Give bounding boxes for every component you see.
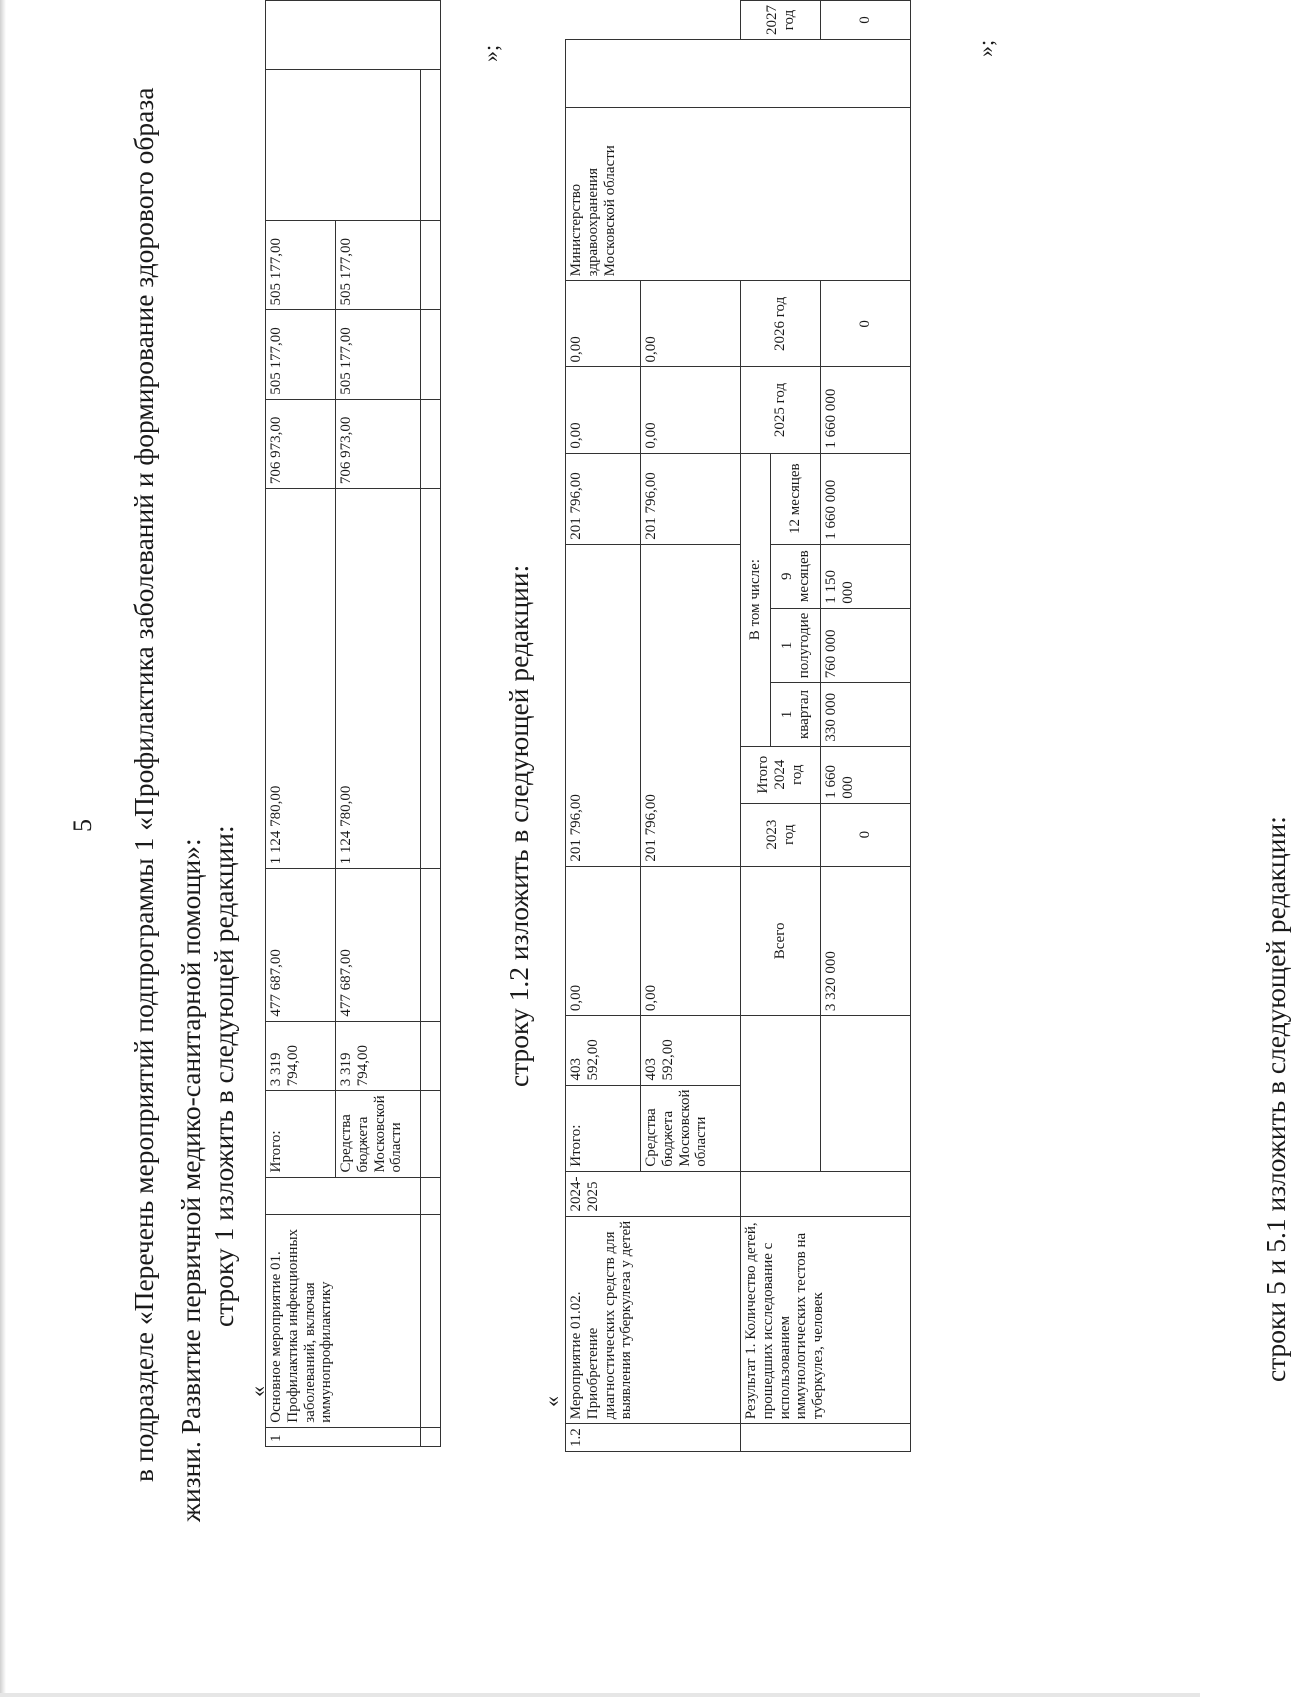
row12-term: 2024-2025	[566, 1171, 741, 1216]
row1-num: 1	[266, 1427, 421, 1446]
result1-hdr-q1: 1 квартал	[771, 683, 821, 746]
row12-num: 1.2	[566, 1424, 741, 1452]
row12-2023-src: 0,00	[641, 866, 741, 1016]
row12-2025-src: 201 796,00	[641, 453, 741, 544]
row12-2024: 201 796,00	[566, 544, 641, 866]
result1-val-total: 3 320 000	[821, 866, 911, 1016]
row1-total-label: Итого:	[266, 1091, 336, 1177]
row1-term	[266, 1177, 421, 1214]
row12-2027-src: 0,00	[641, 281, 741, 367]
result1-hdr-itogo2024: Итого 2024 год	[741, 746, 821, 803]
result1-hdr-in-that: В том числе:	[741, 453, 771, 746]
row1-2023: 477 687,00	[266, 869, 336, 1021]
table-row-1-2	[565, 0, 911, 1452]
row1-2025: 706 973,00	[266, 399, 336, 488]
row12-2025: 201 796,00	[566, 453, 641, 544]
result1-hdr-2026: 2026 год	[741, 281, 821, 367]
result1-val-q1: 330 000	[821, 683, 911, 746]
row1-result	[266, 1, 441, 70]
section2-open-quote: «	[539, 1396, 564, 1407]
result1-val-2027: 0	[821, 1, 911, 40]
section1-heading: строку 1 изложить в следующей редакции:	[208, 825, 239, 1327]
row1-2023-src: 477 687,00	[336, 869, 421, 1021]
row12-executor: Министерство здравоохранения Московской области	[566, 107, 911, 280]
section1-close-quote: »;	[478, 44, 503, 62]
row12-2023: 0,00	[566, 866, 641, 1016]
section2-heading: строку 1.2 изложить в следующей редакции:	[503, 564, 534, 1087]
intro-line-2: жизни. Развитие первичной медико-санитарной помощи»:	[175, 838, 206, 1522]
result1-val-itogo2024: 1 660 000	[821, 746, 911, 803]
row1-2027: 505 177,00	[266, 221, 336, 310]
row1-2024: 1 124 780,00	[266, 489, 336, 869]
row12-2027: 0,00	[566, 281, 641, 367]
result1-hdr-m12: 12 месяцев	[771, 453, 821, 544]
row12-source: Средства бюджета Московской области	[641, 1085, 741, 1171]
page-number: 5	[68, 819, 97, 832]
row12-total: 403 592,00	[566, 1016, 641, 1085]
row12-total-src: 403 592,00	[641, 1016, 741, 1085]
result1-val-m9: 1 150 000	[821, 544, 911, 608]
result1-val-m12: 1 660 000	[821, 453, 911, 544]
row1-2025-src: 706 973,00	[336, 399, 421, 488]
row1-2024-src: 1 124 780,00	[336, 489, 421, 869]
result1-name: Результат 1. Количество детей, прошедших исследование с использованием иммунологических тестов на туберкулез, человек	[741, 1216, 911, 1424]
row12-name: Мероприятие 01.02. Приобретение диагностических средств для выявления туберкулеза у детей	[566, 1216, 741, 1424]
result1-val-2026: 0	[821, 281, 911, 367]
result1-hdr-h1: 1 полугодие	[771, 608, 821, 682]
row12-total-label: Итого:	[566, 1085, 641, 1171]
row12-2024-src: 201 796,00	[641, 544, 741, 866]
row1-total: 3 319 794,00	[266, 1021, 336, 1091]
result1-hdr-2023: 2023 год	[741, 803, 821, 866]
row1-name: Основное мероприятие 01. Профилактика инфекционных заболеваний, включая иммунопрофилактику	[266, 1214, 421, 1427]
section3-heading: строки 5 и 5.1 изложить в следующей редакции:	[1260, 816, 1291, 1382]
result1-val-2025: 1 660 000	[821, 367, 911, 453]
result1-hdr-m9: 9 месяцев	[771, 544, 821, 608]
intro-line-1: в подразделе «Перечень мероприятий подпрограммы 1 «Профилактика заболеваний и формирование здорового образа	[128, 87, 159, 1482]
result1-val-2023: 0	[821, 803, 911, 866]
result1-hdr-2027: 2027 год	[741, 1, 821, 40]
result1-hdr-2025: 2025 год	[741, 367, 821, 453]
row1-source: Средства бюджета Московской области	[336, 1091, 421, 1177]
table-row-1	[265, 0, 441, 1447]
row1-executor	[266, 69, 421, 220]
row1-2026-src: 505 177,00	[336, 310, 421, 399]
row12-2026: 0,00	[566, 367, 641, 453]
section2-close-quote: »;	[973, 39, 998, 57]
row12-2026-src: 0,00	[641, 367, 741, 453]
row1-total-src: 3 319 794,00	[336, 1021, 421, 1091]
result1-val-h1: 760 000	[821, 608, 911, 682]
section1-open-quote: «	[245, 1386, 270, 1397]
row1-2026: 505 177,00	[266, 310, 336, 399]
row1-2027-src: 505 177,00	[336, 221, 421, 310]
result1-hdr-total: Всего	[741, 866, 821, 1016]
row12-result	[566, 40, 911, 108]
